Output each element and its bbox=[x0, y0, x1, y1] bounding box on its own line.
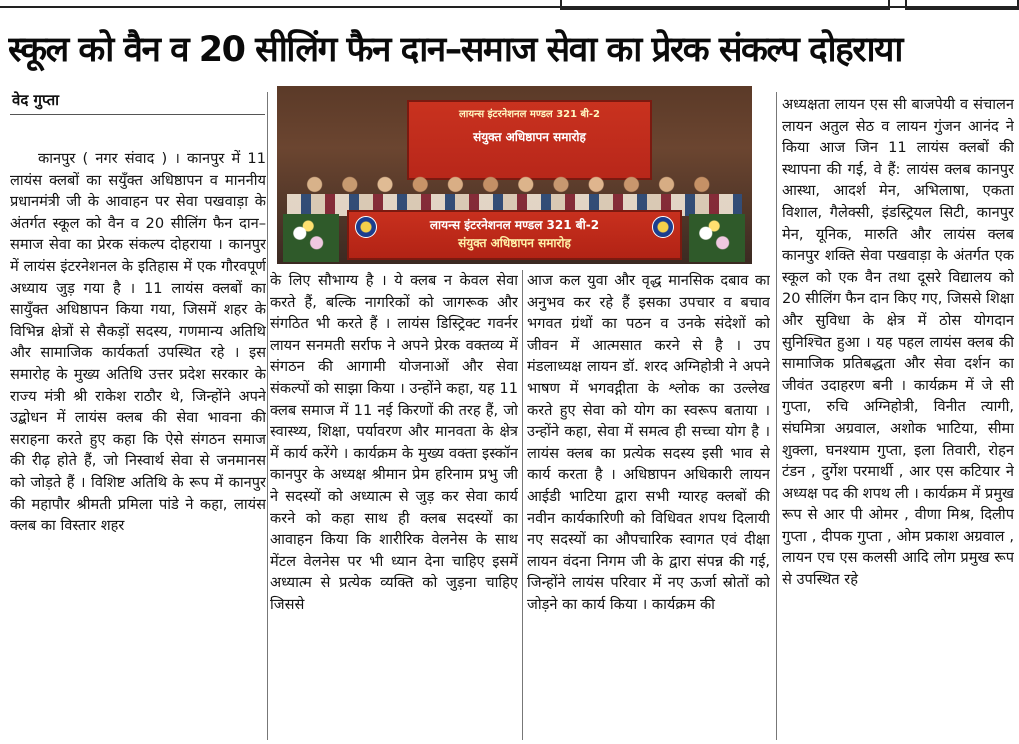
article-column-4: अध्यक्षता लायन एस सी बाजपेयी व संचालन लायन अतुल सेठ व लायन गुंजन आनंद ने किया आज जिन 11 लायंस क्लबों की स्थापना की गई, वे हैं: लायंस क्लब कानपुर आस्था, आदर्श मेन, अभिलाषा, एकता विशाल, गैलेक्सी, इंडस्ट्रियल सिटी, कानपुर मेन, यूनिक, मारुति और लायंस क्लब कानपुर शक्ति सेवा पखवाड़ा के अंतर्गत एक स्कूल को एक वैन तथा दूसरे विद्यालय को 20 सीलिंग फैन दान किए गए, जिससे शिक्षा और सुविधा के क्षेत्र में ठोस योगदान सुनिश्चित हुआ । यह पहल लायंस क्लब की सामाजिक प्रतिबद्धता और सेवा दर्शन का जीवंत उदाहरण बनी । कार्यक्रम में जे सी गुप्ता, रुचि अग्निहोत्री, विनीत त्यागी, संघमित्रा अग्रवाल, अशोक भाटिया, सीमा शुक्ला, घनश्याम गुप्ता, इला तिवारी, रोहन टंडन , दुर्गेश परमार्थी , आर एस कटियार ने अध्यक्ष पद की शपथ ली । कार्यक्रम में प्रमुख रूप से आर पी ओमर , वीणा मिश्र, दिलीप गुप्ता , दीपक गुप्ता , ओम प्रकाश अग्रवाल , लायन एच एस कलसी आदि लोग प्रमुख रूप से उपस्थित रहे bbox=[782, 96, 1014, 589]
column-divider-2 bbox=[522, 270, 523, 740]
top-box-left bbox=[560, 0, 890, 10]
stage-banner-top bbox=[407, 100, 652, 180]
column-divider-1 bbox=[267, 92, 268, 740]
lions-logo-right-icon bbox=[652, 216, 674, 238]
top-box-right bbox=[905, 0, 1019, 10]
article-column-3: आज कल युवा और वृद्ध मानसिक दबाव का अनुभव कर रहे हैं इसका उपचार व बचाव भगवत ग्रंथों का पठन व उनके संदेशों को जीवन में आत्मसात करने से है । उप मंडलाध्यक्ष लायन डॉ. शरद अग्निहोत्री ने अपने भाषण में भगवद्गीता के श्लोक का उल्लेख करते हुए सेवा को योग का स्वरूप बताया । उन्होंने कहा, सेवा में समत्व ही सच्चा योग है । लायंस क्लब का प्रत्येक सदस्य इसी भाव से कार्य करता है । अधिष्ठापन अधिकारी लायन आईडी भाटिया द्वारा सभी ग्यारह क्लबों की नवीन कार्यकारिणी को विधिवत शपथ दिलायी नए सदस्यों का औपचारिक स्वागत एवं दीक्षा लायन वंदना निगम जी के द्वारा संपन्न की गई, जिन्होंने लायंस परिवार में नए ऊर्जा स्रोतों को जोड़ने का कार्य किया । कार्यक्रम की bbox=[527, 272, 770, 613]
flower-decoration-left bbox=[283, 214, 339, 262]
event-photo bbox=[277, 86, 752, 264]
article-column-1: कानपुर ( नगर संवाद ) । कानपुर में 11 लायंस क्लबों का सयुँक्त अधिष्ठापन व माननीय प्रधानमंत्री जी के आवाहन पर सेवा पखवाड़ा के अंतर्गत स्कूल को वैन व 20 सीलिंग फैन दान–समाज सेवा का प्रेरक संकल्प दोहराया । कानपुर में लायंस इंटरनेशनल के इतिहास में एक गौरवपूर्ण अध्याय जुड़ गया है । 11 लायंस क्लबों का सायुँक्त अधिष्ठापन किया गया, जिसमें शहर के विभिन्न क्षेत्रों से सैकड़ों सदस्य, गणमान्य अतिथि और सामाजिक कार्यकर्ता उपस्थित रहे । इस समारोह के मुख्य अतिथि उत्तर प्रदेश सरकार के राज्य मंत्री श्री राकेश राठौर थे, जिन्होंने अपने उद्बोधन में लायंस क्लब की सेवा भावना की सराहना करते हुए कहा कि ऐसे संगठन समाज की रीढ़ होते हैं, जो निस्वार्थ सेवा से जनमानस को जोड़ते हैं । विशिष्ट अतिथि के रूप में कानपुर की महापौर श्रीमती प्रमिला पांडे ने कहा, लायंस क्लब का विस्तार शहर bbox=[10, 150, 266, 535]
banner-title: लायन्स इंटरनेशनल मण्डल 321 बी-2 bbox=[459, 109, 600, 120]
column-divider-3 bbox=[776, 92, 777, 740]
flower-decoration-right bbox=[689, 214, 745, 262]
byline: वेद गुप्ता bbox=[12, 91, 60, 109]
banner-bottom-title: लायन्स इंटरनेशनल मण्डल 321 बी-2 bbox=[429, 218, 600, 232]
banner-subtitle: संयुक्त अधिष्ठापन समारोह bbox=[473, 130, 586, 144]
stage-banner-bottom bbox=[347, 210, 682, 260]
headline: स्कूल को वैन व 20 सीलिंग फैन दान–समाज सेवा का प्रेरक संकल्प दोहराया bbox=[8, 30, 902, 70]
banner-bottom-subtitle: संयुक्त अधिष्ठापन समारोह bbox=[458, 236, 571, 250]
byline-rule bbox=[10, 114, 265, 115]
article-column-2: के लिए सौभाग्य है । ये क्लब न केवल सेवा करते हैं, बल्कि नागरिकों को जागरूक और संगठित भी करते हैं । लायंस डिस्ट्रिक्ट गवर्नर लायन सनमती सर्राफ ने अपने प्रेरक वक्तव्य में संगठन की आगामी योजनाओं और सेवा संकल्पों को साझा किया । उन्होंने कहा, यह 11 क्लब समाज में 11 नई किरणों की तरह हैं, जो स्वास्थ्य, शिक्षा, पर्यावरण और मानवता के क्षेत्र में कार्य करेंगे । कार्यक्रम के मुख्य वक्ता इस्कॉन कानपुर के अध्यक्ष श्रीमान प्रेम हरिनाम प्रभु जी ने सदस्यों को अध्यात्म से जुड़ कर सेवा कार्य करने को कहा साथ ही क्लब सदस्यों का आवाहन किया कि शारीरिक वेलनेस के साथ मेंटल वेलनेस पर भी ध्यान देना चाहिए इसमें अध्यात्म से प्रत्येक व्यक्ति को जुड़ना चाहिए जिससे bbox=[270, 272, 518, 613]
lions-logo-left-icon bbox=[355, 216, 377, 238]
